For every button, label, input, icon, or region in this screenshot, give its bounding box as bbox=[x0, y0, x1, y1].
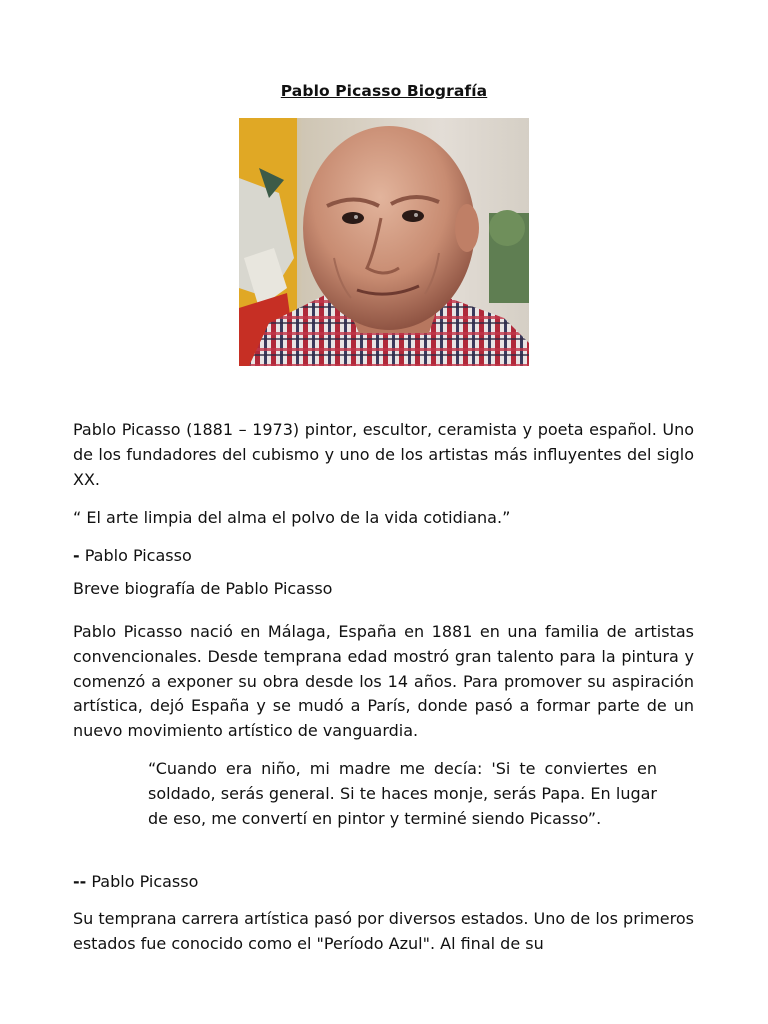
attribution-one-name: Pablo Picasso bbox=[79, 546, 192, 565]
attribution-two-name: Pablo Picasso bbox=[86, 872, 199, 891]
intro-paragraph: Pablo Picasso (1881 – 1973) pintor, escultor, ceramista y poeta español. Uno de los fundadores del cubismo y uno de los artistas más influyentes del siglo XX. bbox=[73, 420, 694, 489]
biography-paragraph-two: Su temprana carrera artística pasó por diversos estados. Uno de los primeros estados fue conocido como el "Período Azul". Al final de su bbox=[73, 909, 694, 953]
document-title: Pablo Picasso Biografía bbox=[280, 82, 488, 100]
attribution-two bbox=[73, 870, 694, 895]
portrait-photo bbox=[239, 118, 529, 366]
attribution-one bbox=[73, 544, 694, 569]
quote-two: “Cuando era niño, mi madre me decía: 'Si te conviertes en soldado, serás general. Si te haces monje, serás Papa. En lugar de eso, me convertí en pintor y terminé siendo Picasso”. bbox=[148, 759, 657, 828]
biography-paragraph-one: Pablo Picasso nació en Málaga, España en 1881 en una familia de artistas convencionales. Desde temprana edad mostró gran talento para la pintura y comenzó a exponer su obra desde los 14 años. Para promover su aspiración artística, dejó España y se mudó a París, donde pasó a formar parte de un nuevo movimiento artístico de vanguardia. bbox=[73, 622, 694, 741]
attribution-two-dash: -- bbox=[73, 872, 87, 891]
attribution-one-dash: - bbox=[73, 546, 80, 565]
subheading: Breve biografía de Pablo Picasso bbox=[73, 579, 333, 598]
quote-one: “ El arte limpia del alma el polvo de la vida cotidiana.” bbox=[73, 508, 511, 527]
